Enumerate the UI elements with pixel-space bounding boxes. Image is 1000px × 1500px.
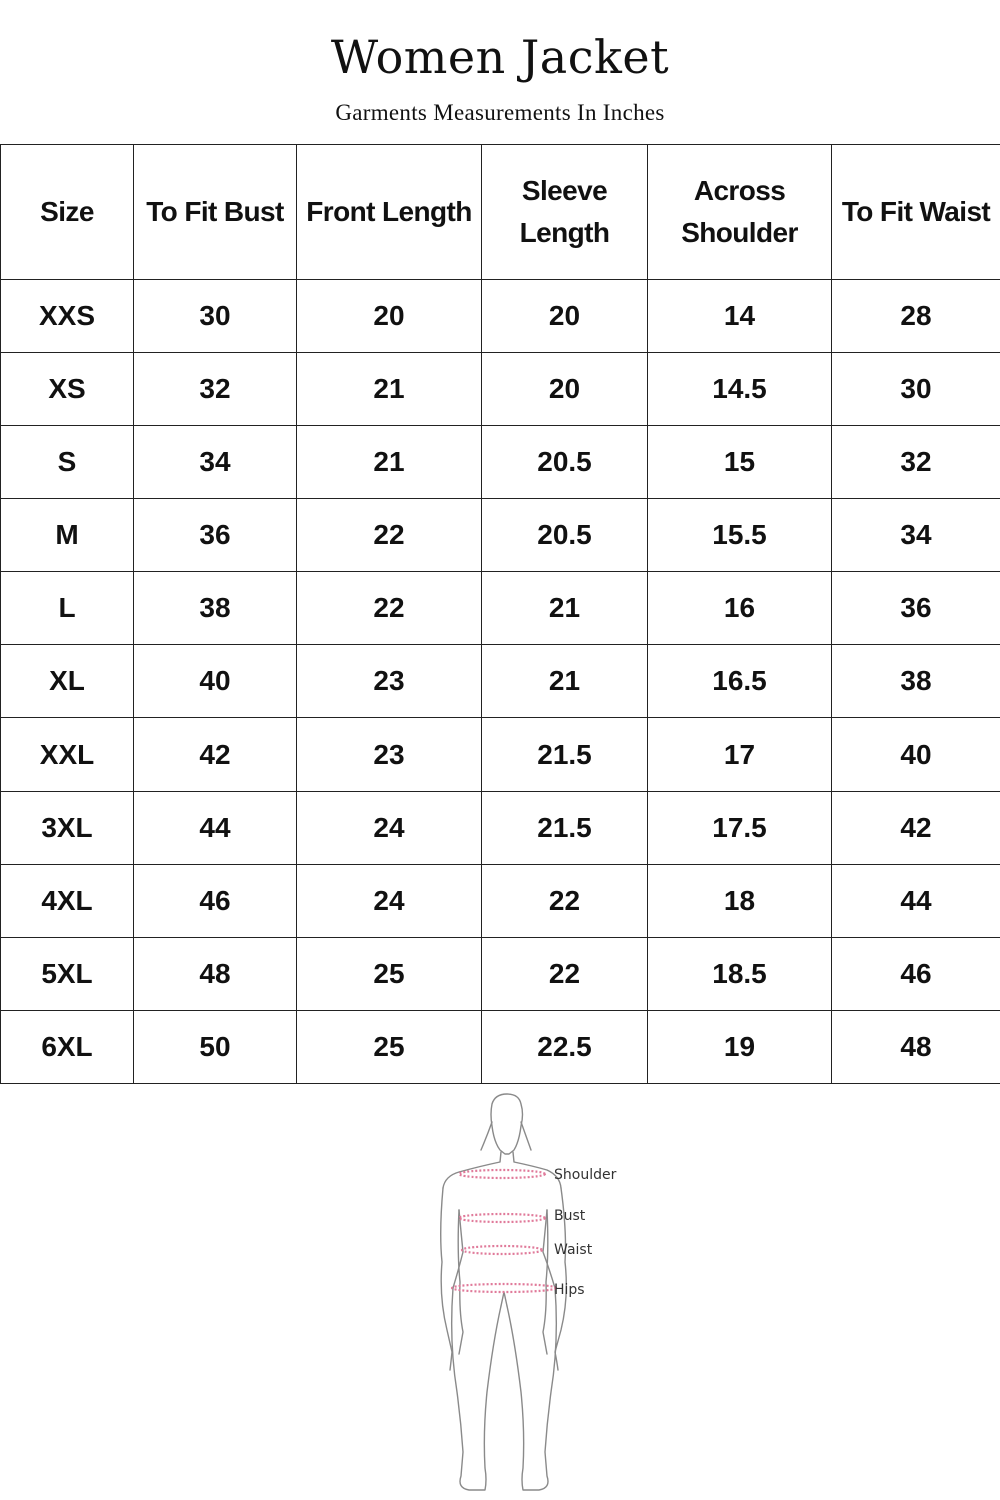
cell-across-shoulder: 14 — [648, 280, 832, 353]
cell-front-length: 24 — [297, 791, 482, 864]
cell-front-length: 23 — [297, 718, 482, 791]
cell-to-fit-waist: 48 — [832, 1010, 1000, 1083]
cell-front-length: 23 — [297, 645, 482, 718]
label-hips: Hips — [554, 1282, 585, 1298]
table-row — [1, 791, 1000, 864]
cell-front-length: 20 — [297, 280, 482, 353]
cell-front-length: 25 — [297, 937, 482, 1010]
cell-to-fit-waist: 34 — [832, 499, 1000, 572]
cell-to-fit-bust: 32 — [134, 353, 297, 426]
cell-front-length: 22 — [297, 572, 482, 645]
cell-sleeve-length: 21 — [482, 645, 648, 718]
cell-across-shoulder: 14.5 — [648, 353, 832, 426]
cell-to-fit-waist: 38 — [832, 645, 1000, 718]
cell-front-length: 24 — [297, 864, 482, 937]
cell-size: S — [1, 426, 134, 499]
table-row — [1, 645, 1000, 718]
cell-to-fit-waist: 30 — [832, 353, 1000, 426]
cell-sleeve-length: 22 — [482, 937, 648, 1010]
cell-across-shoulder: 16 — [648, 572, 832, 645]
label-bust: Bust — [554, 1208, 586, 1224]
cell-to-fit-bust: 44 — [134, 791, 297, 864]
header-row — [1, 145, 1000, 280]
cell-across-shoulder: 15 — [648, 426, 832, 499]
header-front-length: Front Length — [297, 145, 482, 280]
header-size: Size — [1, 145, 134, 280]
cell-front-length: 22 — [297, 499, 482, 572]
cell-sleeve-length: 22.5 — [482, 1010, 648, 1083]
table-row — [1, 718, 1000, 791]
cell-sleeve-length: 20.5 — [482, 499, 648, 572]
label-waist: Waist — [554, 1242, 593, 1258]
cell-size: M — [1, 499, 134, 572]
cell-sleeve-length: 20 — [482, 353, 648, 426]
table-row — [1, 426, 1000, 499]
cell-sleeve-length: 20 — [482, 280, 648, 353]
cell-to-fit-waist: 46 — [832, 937, 1000, 1010]
table-row — [1, 937, 1000, 1010]
cell-to-fit-bust: 42 — [134, 718, 297, 791]
cell-to-fit-bust: 40 — [134, 645, 297, 718]
cell-sleeve-length: 21.5 — [482, 791, 648, 864]
cell-to-fit-waist: 44 — [832, 864, 1000, 937]
cell-to-fit-waist: 32 — [832, 426, 1000, 499]
cell-sleeve-length: 21.5 — [482, 718, 648, 791]
body-measurement-figure — [415, 1092, 655, 1494]
cell-across-shoulder: 15.5 — [648, 499, 832, 572]
cell-to-fit-waist: 28 — [832, 280, 1000, 353]
cell-to-fit-bust: 48 — [134, 937, 297, 1010]
header-to-fit-bust: To Fit Bust — [134, 145, 297, 280]
header-to-fit-waist: To Fit Waist — [832, 145, 1000, 280]
cell-sleeve-length: 21 — [482, 572, 648, 645]
cell-to-fit-bust: 34 — [134, 426, 297, 499]
table-row — [1, 280, 1000, 353]
cell-across-shoulder: 17 — [648, 718, 832, 791]
cell-to-fit-waist: 40 — [832, 718, 1000, 791]
cell-size: XS — [1, 353, 134, 426]
cell-to-fit-waist: 36 — [832, 572, 1000, 645]
cell-to-fit-bust: 50 — [134, 1010, 297, 1083]
cell-sleeve-length: 20.5 — [482, 426, 648, 499]
cell-front-length: 25 — [297, 1010, 482, 1083]
header-across-shoulder: Across Shoulder — [648, 145, 832, 280]
cell-to-fit-bust: 30 — [134, 280, 297, 353]
cell-size: XXL — [1, 718, 134, 791]
cell-across-shoulder: 19 — [648, 1010, 832, 1083]
cell-front-length: 21 — [297, 353, 482, 426]
page-subtitle: Garments Measurements In Inches — [335, 100, 665, 125]
cell-sleeve-length: 22 — [482, 864, 648, 937]
body-outline-illustration — [415, 1092, 655, 1494]
table-row — [1, 353, 1000, 426]
page-title: Women Jacket — [330, 30, 670, 84]
cell-size: XL — [1, 645, 134, 718]
table-row — [1, 1010, 1000, 1083]
cell-size: 4XL — [1, 864, 134, 937]
cell-to-fit-waist: 42 — [832, 791, 1000, 864]
cell-across-shoulder: 17.5 — [648, 791, 832, 864]
cell-size: L — [1, 572, 134, 645]
cell-to-fit-bust: 46 — [134, 864, 297, 937]
cell-to-fit-bust: 38 — [134, 572, 297, 645]
cell-size: XXS — [1, 280, 134, 353]
table-row — [1, 499, 1000, 572]
cell-across-shoulder: 18.5 — [648, 937, 832, 1010]
table-row — [1, 864, 1000, 937]
cell-size: 3XL — [1, 791, 134, 864]
cell-across-shoulder: 18 — [648, 864, 832, 937]
cell-to-fit-bust: 36 — [134, 499, 297, 572]
table-row — [1, 572, 1000, 645]
size-chart-table — [0, 144, 1000, 1084]
cell-front-length: 21 — [297, 426, 482, 499]
table-body — [1, 280, 1000, 1084]
cell-size: 6XL — [1, 1010, 134, 1083]
header-sleeve-length: Sleeve Length — [482, 145, 648, 280]
label-shoulder: Shoulder — [554, 1167, 617, 1183]
cell-across-shoulder: 16.5 — [648, 645, 832, 718]
cell-size: 5XL — [1, 937, 134, 1010]
